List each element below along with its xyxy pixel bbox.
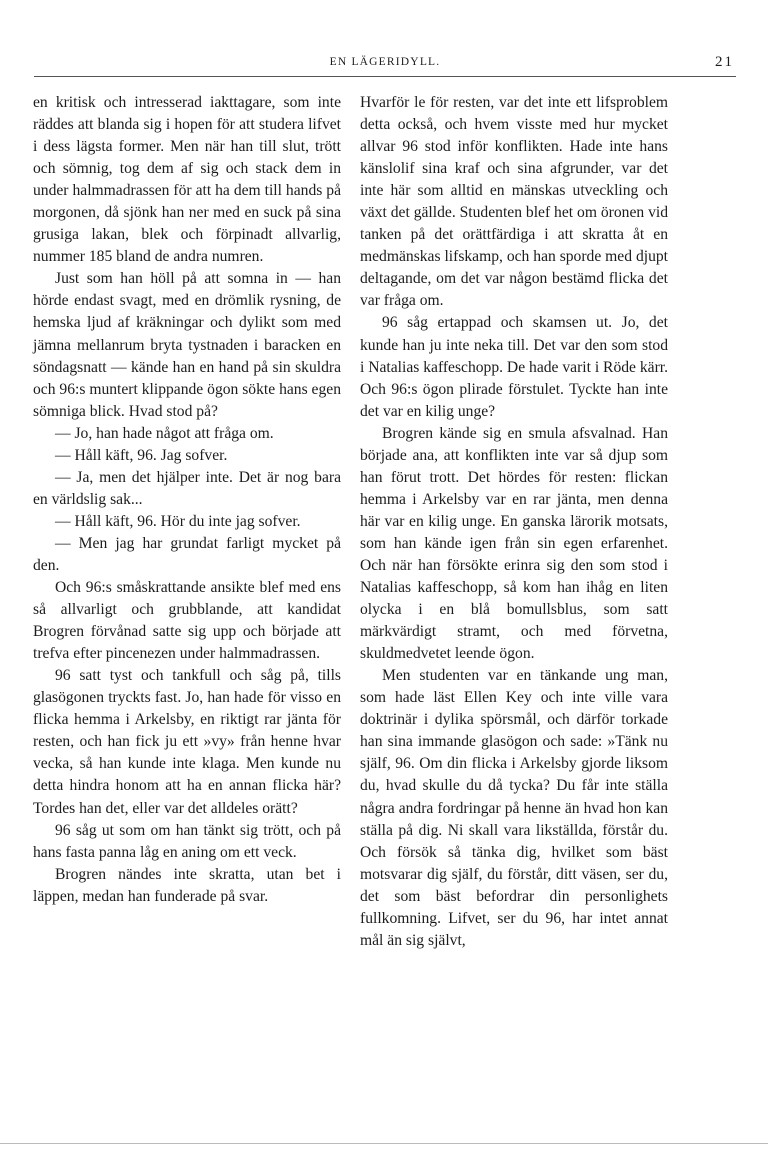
paragraph: 96 såg ertappad och skamsen ut. Jo, det kunde han ju inte neka till. Det var den som stod i Natalias kaffeschopp. De hade varit i Röde kärr. Och 96:s ögon plirade förstulet. Tyckte han inte det var en kilig unge? xyxy=(360,314,669,420)
dialogue-line: — Jo, han hade något att fråga om. xyxy=(55,424,274,442)
paragraph: Men studenten var en tänkande ung man, som hade läst Ellen Key och inte ville vara doktrinär i dylika spörsmål, och därför torkade han sina immande glasögon och sade: »Tänk nu själf, 96. Om din flicka i Arkelsby gjorde liksom du, hvad skulle du då tycka? Du får inte ställa några andra fordringar på henne än hvad hon kan ställa på dig. Ni skall vara likställda, förstår du. Och försök så tänka dig, hvilket som bäst motsvarar dig själf, du förstår, ditt väsen, ser du, det som bäst befordrar din personlighets fullkomning. Lifvet, ser du 96, har intet annat mål än sig självt, xyxy=(360,667,668,949)
page-edge-rule xyxy=(0,1143,768,1144)
dialogue-line: — Men jag har grundat farligt mycket på den. xyxy=(33,534,341,574)
dialogue-line: — Ja, men det hjälper inte. Det är nog bara en världslig sak... xyxy=(33,468,341,508)
running-title: EN LÄGERIDYLL. xyxy=(329,56,441,68)
dialogue-line: — Håll käft, 96. Jag sofver. xyxy=(55,446,228,464)
paragraph: Brogren kände sig en smula afsvalnad. Han började ana, att konflikten inte var så djup som han förut trott. Det hördes för resten: flickan hemma i Arkelsby var en rar jänta, men denna här var en kilig unge. En ganska lärorik motsats, som han kände igen från sin egen erfarenhet. Och när han försökte erinra sig den som stod i Natalias kaffeschopp, så kom han ihåg en liten olycka i en blå bomullsblus, som satt märkvärdigt stramt, och med förvetna, skuldmedvetet leende ögon. xyxy=(360,424,668,663)
dialogue-line: — Håll käft, 96. Hör du inte jag sofver. xyxy=(55,512,301,530)
page-header xyxy=(34,52,736,76)
paragraph: en kritisk och intresserad iakttagare, som inte räddes att blanda sig i hopen för att studera lifvet i dess lägsta former. Men när han till slut, trött och sömnig, tog dem af sig och stack dem in under halmmadrassen för att ha dem till hands på morgonen, då sjönk han ner med en suck på sina grusiga lakan, blek och förpinadt allvarlig, nummer 185 bland de andra numren. xyxy=(33,94,341,266)
paragraph: Hvarför le för resten, var det inte ett lifsproblem detta också, och hvem visste med hur mycket allvar 96 stod inför konflikten. Hade inte hans känslolif sina kraf och sina afgrunder, var det inte här som alltid en mänskas utveckling och växt det gällde. Studenten blef het om öronen vid tanken på det orättfärdiga i att skratta åt en medmänskas lifskamp, och han sporde med djupt deltagande, om det var någon bestämd flicka det var fråga om. xyxy=(360,94,668,310)
paragraph: Just som han höll på att somna in — han hörde endast svagt, med en drömlik rysning, de hemska ljud af kräkningar och dylikt som med jämna mellanrum bryta tystnaden i baracken en söndagsnatt — kände han en hand på sin skuldra och 96:s muntert klippande ögon sökte hans egen sömniga blick. Hvad stod på? xyxy=(33,270,341,420)
right-column xyxy=(360,92,668,952)
page-number: 21 xyxy=(715,54,734,70)
paragraph: Brogren nändes inte skratta, utan bet i läppen, medan han funderade på svar. xyxy=(33,865,341,905)
paragraph: 96 såg ut som om han tänkt sig trött, och på hans fasta panna låg en aning om ett veck. xyxy=(33,821,341,861)
left-column xyxy=(33,92,341,908)
paragraph: 96 satt tyst och tankfull och såg på, tills glasögonen tryckts fast. Jo, han hade för visso en flicka hemma i Arkelsby, en riktigt rar jänta för resten, och han fick ju ett »vy» från henne hvar vecka, så han kunde inte klaga. Men kunde nu detta hindra honom att ha en annan flicka här? Tordes han det, eller var det alldeles orätt? xyxy=(33,667,341,817)
paragraph: Och 96:s småskrattande ansikte blef med ens så allvarligt och grubblande, att kandidat Brogren förvånad satte sig upp och började att trefva efter pincenezen under halmmadrassen. xyxy=(33,579,341,663)
header-rule xyxy=(34,76,736,77)
